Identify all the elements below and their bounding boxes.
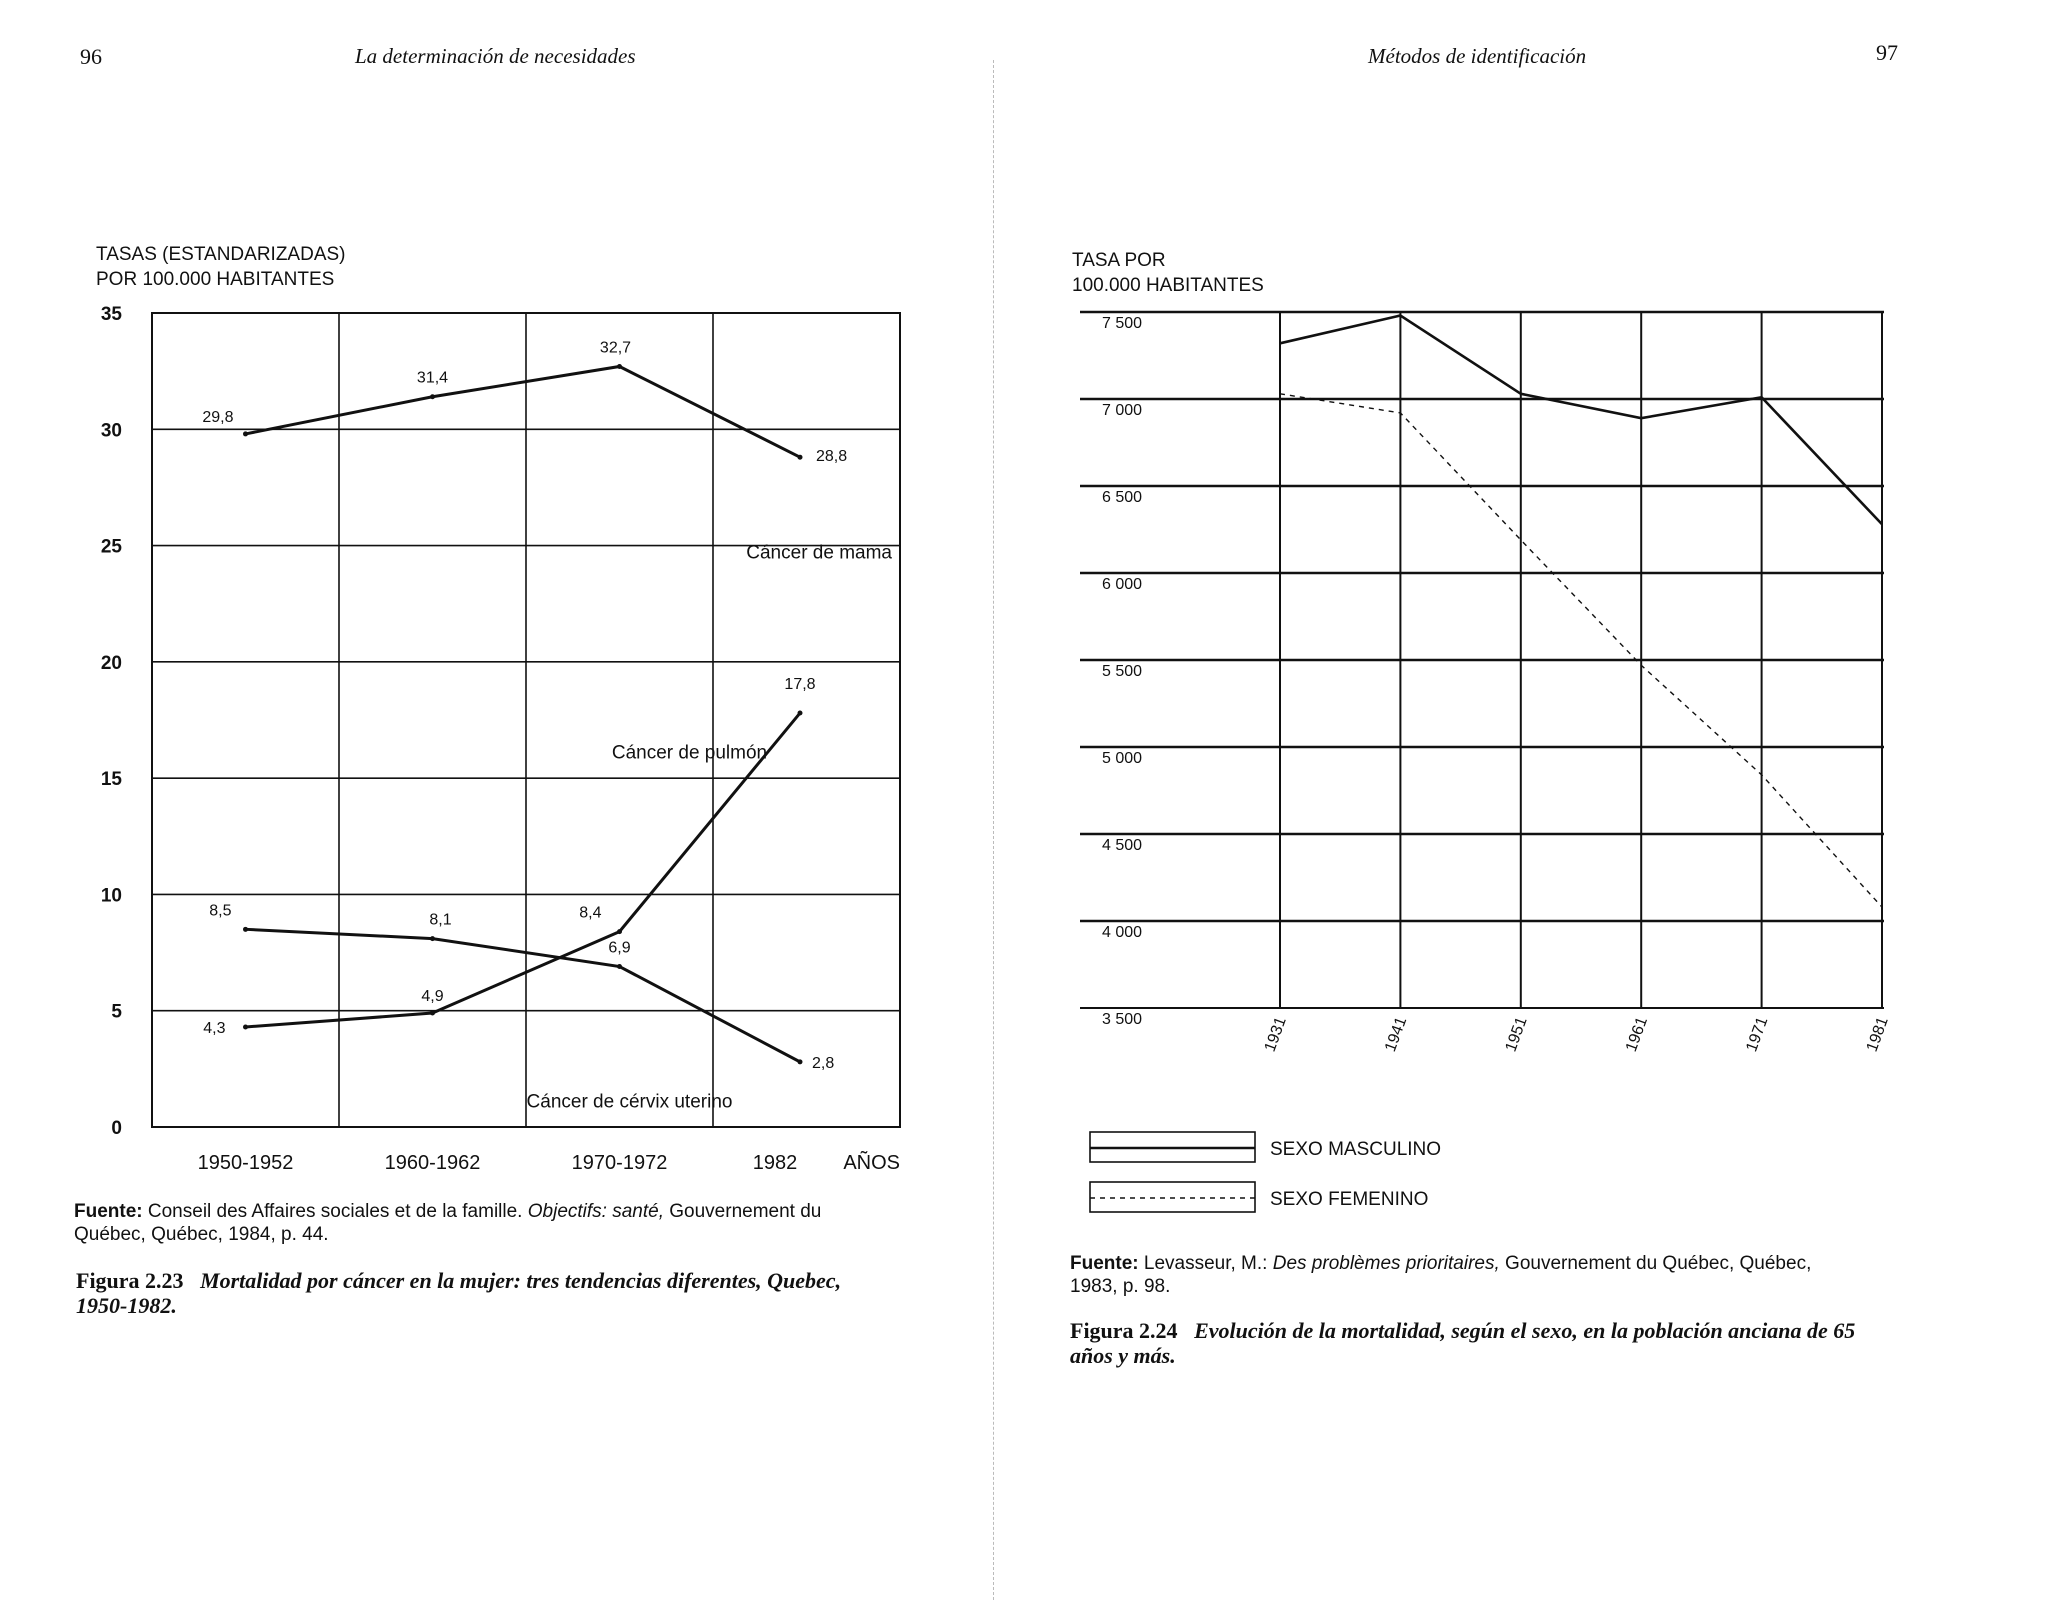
chart1-data-label: 29,8 — [202, 408, 234, 426]
right-source-rest: Gouvernement du Québec, Québec, — [1505, 1253, 1812, 1274]
chart1-data-point — [798, 455, 803, 460]
chart1-series-name: Cáncer de pulmón — [611, 742, 768, 764]
chart2-series-line-female — [1280, 394, 1882, 907]
chart2-ytick-label: 7 500 — [1102, 315, 1143, 332]
chart1-data-label: 17,8 — [784, 676, 816, 694]
chart1-data-label: 6,9 — [608, 939, 631, 957]
chart1-data-point — [798, 1059, 803, 1064]
chart1-xtick-label: 1970-1972 — [571, 1152, 668, 1174]
chart1-xtick-label: 1960-1962 — [384, 1152, 481, 1174]
chart2-ytick-label: 5 500 — [1102, 663, 1143, 680]
chart2-legend-label: SEXO FEMENINO — [1270, 1189, 1429, 1210]
right-figure-title-2: años y más. — [1070, 1343, 1176, 1368]
right-page-header: Métodos de identificación — [1368, 44, 1587, 68]
chart1-data-point — [617, 929, 622, 934]
left-figure-title-1: Mortalidad por cáncer en la mujer: tres tendencias diferentes, Quebec, — [200, 1268, 842, 1293]
chart1-data-point — [798, 711, 803, 716]
chart1-data-label: 31,4 — [416, 369, 449, 387]
chart1-data-label: 8,5 — [209, 902, 232, 920]
chart1-ylabel-line2: POR 100.000 HABITANTES — [96, 269, 335, 290]
chart2-xtick-label: 1971 — [1743, 1014, 1772, 1055]
chart2-ylabel — [1072, 248, 1264, 298]
chart1-data-label: 8,4 — [579, 904, 602, 922]
chart1-data-label: 32,7 — [599, 339, 632, 357]
chart2-xtick-label: 1951 — [1502, 1014, 1531, 1055]
chart1-ytick-label: 15 — [100, 769, 122, 791]
chart1-series-line — [246, 929, 801, 1062]
right-source-note — [1070, 1252, 1920, 1298]
chart2-xtick-label: 1981 — [1863, 1014, 1892, 1055]
chart1-ytick-label: 25 — [100, 536, 122, 558]
chart-cancer-mortality — [60, 295, 920, 1185]
chart-mortality-by-sex — [1060, 300, 1960, 1230]
chart1-data-label: 8,1 — [429, 911, 452, 929]
chart2-xtick-label: 1961 — [1622, 1014, 1652, 1055]
left-source-text: Conseil des Affaires sociales et de la famille. — [147, 1201, 523, 1222]
left-source-rest: Gouvernement du — [669, 1201, 822, 1222]
chart1-data-label: 2,8 — [812, 1054, 835, 1072]
chart1-xtick-label: 1950-1952 — [197, 1152, 294, 1174]
chart2-ylabel-line1: TASA POR — [1072, 250, 1166, 271]
chart2-series-line-male — [1280, 315, 1882, 524]
chart1-ytick-label: 20 — [100, 652, 122, 674]
right-source-text: Levasseur, M.: — [1143, 1253, 1268, 1274]
chart1-ytick-label: 5 — [111, 1001, 122, 1023]
chart2-xtick-label: 1931 — [1261, 1014, 1290, 1055]
chart1-data-point — [430, 936, 435, 941]
chart1-data-point — [617, 964, 622, 969]
chart1-series-name: Cáncer de cérvix uterino — [526, 1091, 733, 1113]
chart1-ylabel — [96, 242, 346, 292]
chart2-ytick-label: 4 000 — [1102, 924, 1143, 941]
chart1-data-label: 28,8 — [816, 448, 848, 466]
right-source-label: Fuente: — [1070, 1253, 1139, 1274]
right-figure-title-1: Evolución de la mortalidad, según el sexo, en la población anciana de 65 — [1194, 1318, 1856, 1343]
left-figure-title-2: 1950-1982. — [76, 1293, 177, 1318]
chart2-ytick-label: 5 000 — [1102, 750, 1143, 767]
chart1-ylabel-line1: TASAS (ESTANDARIZADAS) — [96, 244, 346, 265]
right-source-italic: Des problèmes prioritaires, — [1272, 1253, 1500, 1274]
chart1-data-point — [243, 431, 248, 436]
chart1-data-label: 4,3 — [203, 1019, 226, 1037]
chart2-xtick-label: 1941 — [1382, 1014, 1411, 1055]
chart1-series-line — [246, 366, 801, 457]
chart2-ytick-label: 6 500 — [1102, 489, 1143, 506]
chart1-data-point — [243, 927, 248, 932]
chart1-ytick-label: 35 — [100, 304, 122, 325]
right-figure-caption — [1070, 1318, 1920, 1368]
chart1-data-point — [243, 1024, 248, 1029]
chart1-series-name: Cáncer de mama — [746, 542, 892, 564]
chart2-ytick-label: 7 000 — [1102, 402, 1143, 419]
chart2-legend-swatch — [1090, 1182, 1255, 1212]
left-figure-label: Figura 2.23 — [76, 1268, 184, 1293]
chart1-ytick-label: 30 — [100, 420, 122, 442]
chart1-ytick-label: 10 — [100, 885, 122, 907]
chart1-data-point — [430, 394, 435, 399]
left-source-note — [74, 1200, 914, 1246]
left-source-italic: Objectifs: santé, — [527, 1201, 664, 1222]
chart1-data-point — [617, 364, 622, 369]
right-page-number: 97 — [1876, 40, 1898, 65]
chart2-ytick-label: 6 000 — [1102, 576, 1143, 593]
chart2-ytick-label: 3 500 — [1102, 1011, 1143, 1028]
chart2-legend-label: SEXO MASCULINO — [1270, 1139, 1442, 1160]
left-source-label: Fuente: — [74, 1201, 143, 1222]
chart1-data-label: 4,9 — [421, 988, 444, 1006]
chart1-data-point — [430, 1011, 435, 1016]
right-figure-label: Figura 2.24 — [1070, 1318, 1178, 1343]
chart1-xtick-label: 1982 — [752, 1152, 798, 1174]
left-page-header: La determinación de necesidades — [355, 44, 636, 68]
right-source-line2: 1983, p. 98. — [1070, 1276, 1171, 1297]
left-page-number: 96 — [80, 44, 102, 69]
chart2-ytick-label: 4 500 — [1102, 837, 1143, 854]
left-source-line2: Québec, Québec, 1984, p. 44. — [74, 1224, 329, 1245]
chart2-ylabel-line2: 100.000 HABITANTES — [1072, 275, 1264, 296]
left-figure-caption — [76, 1268, 936, 1318]
page-gutter — [993, 60, 995, 1600]
chart1-xlabel: AÑOS — [843, 1152, 900, 1174]
chart1-ytick-label: 0 — [111, 1118, 122, 1139]
